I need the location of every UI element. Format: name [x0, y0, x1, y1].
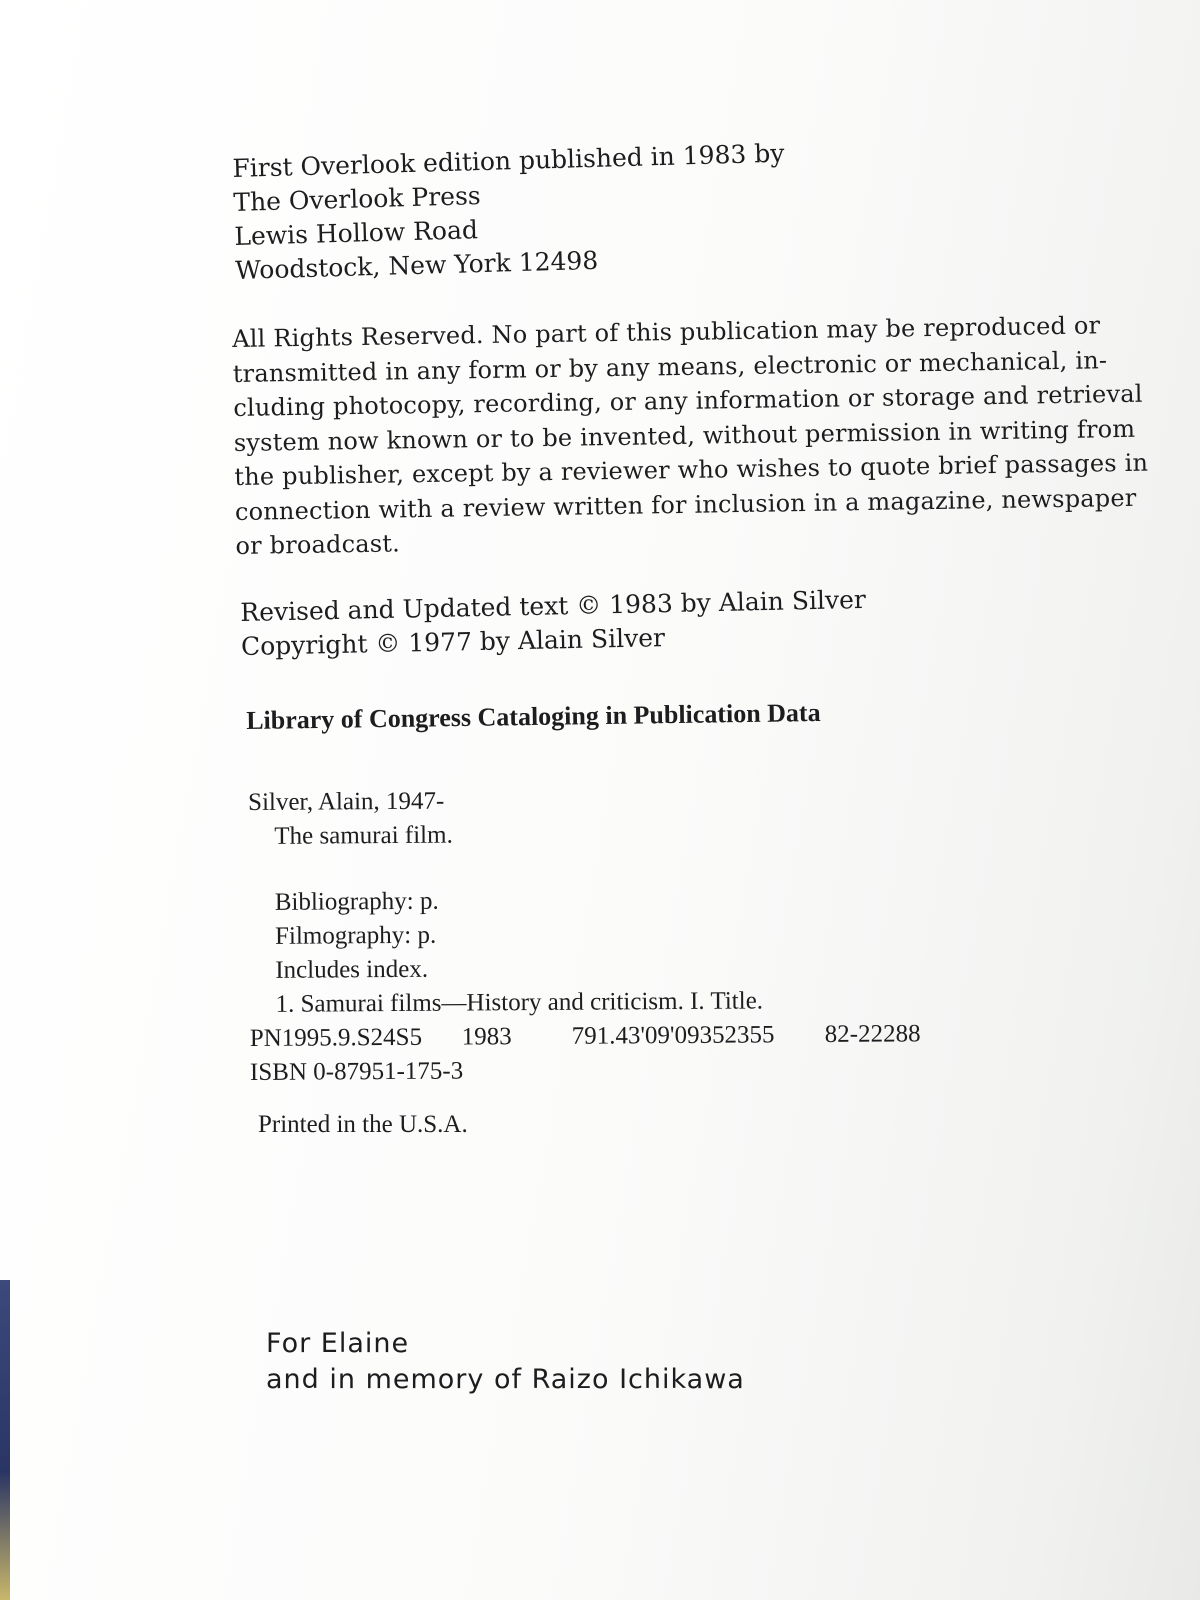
printed-line: Printed in the U.S.A. — [258, 1111, 468, 1138]
rights-line: All Rights Reserved. No part of this publication may be reproduced or — [232, 311, 1101, 353]
cataloging-data — [248, 780, 1130, 1090]
rights-line: transmitted in any form or by any means, electronic or mechanical, in- — [232, 345, 1108, 388]
publisher-line: The Overlook Press — [233, 181, 482, 217]
dedication-line: For Elaine — [266, 1328, 410, 1359]
catalog-index: Includes index. — [275, 955, 429, 984]
publisher-line: Lewis Hollow Road — [233, 215, 479, 251]
adjacent-book-edge — [0, 1280, 10, 1600]
rights-line: connection with a review written for inclusion in a magazine, newspaper — [234, 483, 1137, 526]
catalog-author: Silver, Alain, 1947- — [248, 787, 445, 816]
catalog-filmography: Filmography: p. — [274, 921, 437, 950]
catalog-subject: 1. Samurai films—History and criticism. I. Title. — [275, 987, 764, 1018]
lccn-number: 82-22288 — [824, 1020, 921, 1048]
original-copyright-line: Copyright © 1977 by Alain Silver — [240, 623, 666, 661]
copyright-notice — [240, 578, 1121, 664]
publisher-block — [232, 127, 1115, 288]
dewey-number: 791.43'09'09352355 — [571, 1021, 775, 1050]
cataloging-heading: Library of Congress Cataloging in Publication Data — [246, 697, 821, 735]
rights-line: or broadcast. — [235, 529, 401, 560]
rights-line: cluding photocopy, recording, or any information or storage and retrieval — [233, 379, 1143, 422]
publisher-line: Woodstock, New York 12498 — [234, 245, 599, 285]
publisher-line: First Overlook edition published in 1983 by — [232, 138, 785, 183]
revised-copyright-line: Revised and Updated text © 1983 by Alain Silver — [240, 584, 867, 627]
call-number: PN1995.9.S24S5 — [249, 1023, 423, 1052]
dedication — [266, 1326, 1146, 1398]
catalog-bibliography: Bibliography: p. — [274, 887, 439, 916]
rights-paragraph — [232, 308, 1149, 563]
catalog-year: 1983 — [461, 1023, 512, 1051]
printed-in — [258, 1108, 1138, 1142]
catalog-title: The samurai film. — [274, 821, 453, 850]
dedication-line: and in memory of Raizo Ichikawa — [266, 1364, 745, 1395]
isbn: ISBN 0-87951-175-3 — [249, 1057, 464, 1086]
rights-line: system now known or to be invented, without permission in writing from — [233, 414, 1136, 457]
rights-line: the publisher, except by a reviewer who wishes to quote brief passages in — [234, 448, 1149, 491]
